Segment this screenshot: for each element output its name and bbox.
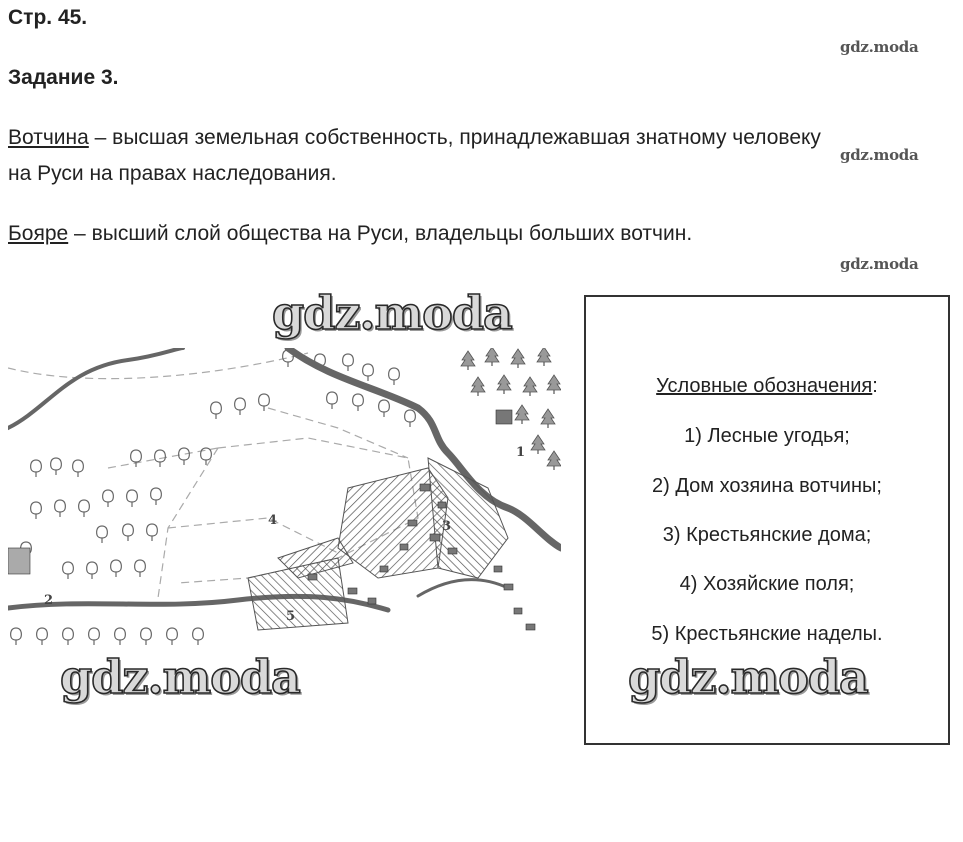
- definition-text: высший слой общества на Руси, владельцы больших вотчин.: [91, 222, 693, 245]
- term-boyare: Бояре: [8, 222, 69, 245]
- map-label-1: 1: [516, 445, 526, 460]
- term-votchina: Вотчина: [8, 126, 89, 149]
- definition-dash: –: [68, 222, 92, 245]
- watermark-large: gdz.moda: [628, 650, 868, 704]
- legend-title-colon: :: [872, 375, 878, 397]
- definition-text-cont: на Руси на правах наследования.: [8, 162, 337, 185]
- map-label-5: 5: [286, 609, 296, 624]
- page-number: Стр. 45.: [8, 6, 88, 29]
- legend-title-text: Условные обозначения: [656, 375, 873, 397]
- legend-item: 2) Дом хозяина вотчины;: [652, 475, 882, 497]
- task-heading: Задание 3.: [8, 66, 119, 89]
- definition-text: высшая земельная собственность, принадлежавшая знатному человеку: [112, 126, 821, 149]
- forest-conifer: [461, 348, 561, 470]
- legend-title: [586, 375, 948, 398]
- watermark-small: gdz.moda: [840, 38, 919, 56]
- map-label-2: 2: [44, 593, 54, 608]
- legend-item: 3) Крестьянские дома;: [662, 524, 872, 546]
- hatched-plots: [248, 458, 508, 630]
- legend-item: 1) Лесные угодья;: [684, 425, 850, 447]
- watermark-large: gdz.moda: [272, 286, 512, 340]
- definition-boyare: [8, 216, 692, 252]
- watermark-small: gdz.moda: [840, 146, 919, 164]
- definition-votchina: [8, 120, 821, 192]
- watermark-large: gdz.moda: [60, 650, 300, 704]
- map-label-3: 3: [442, 519, 452, 534]
- definition-dash: –: [88, 126, 113, 149]
- legend-item: 4) Хозяйские поля;: [679, 573, 855, 595]
- legend-item: 5) Крестьянские наделы.: [651, 623, 883, 645]
- watermark-small: gdz.moda: [840, 255, 919, 273]
- votchina-map: [8, 348, 561, 648]
- map-label-4: 4: [268, 513, 278, 528]
